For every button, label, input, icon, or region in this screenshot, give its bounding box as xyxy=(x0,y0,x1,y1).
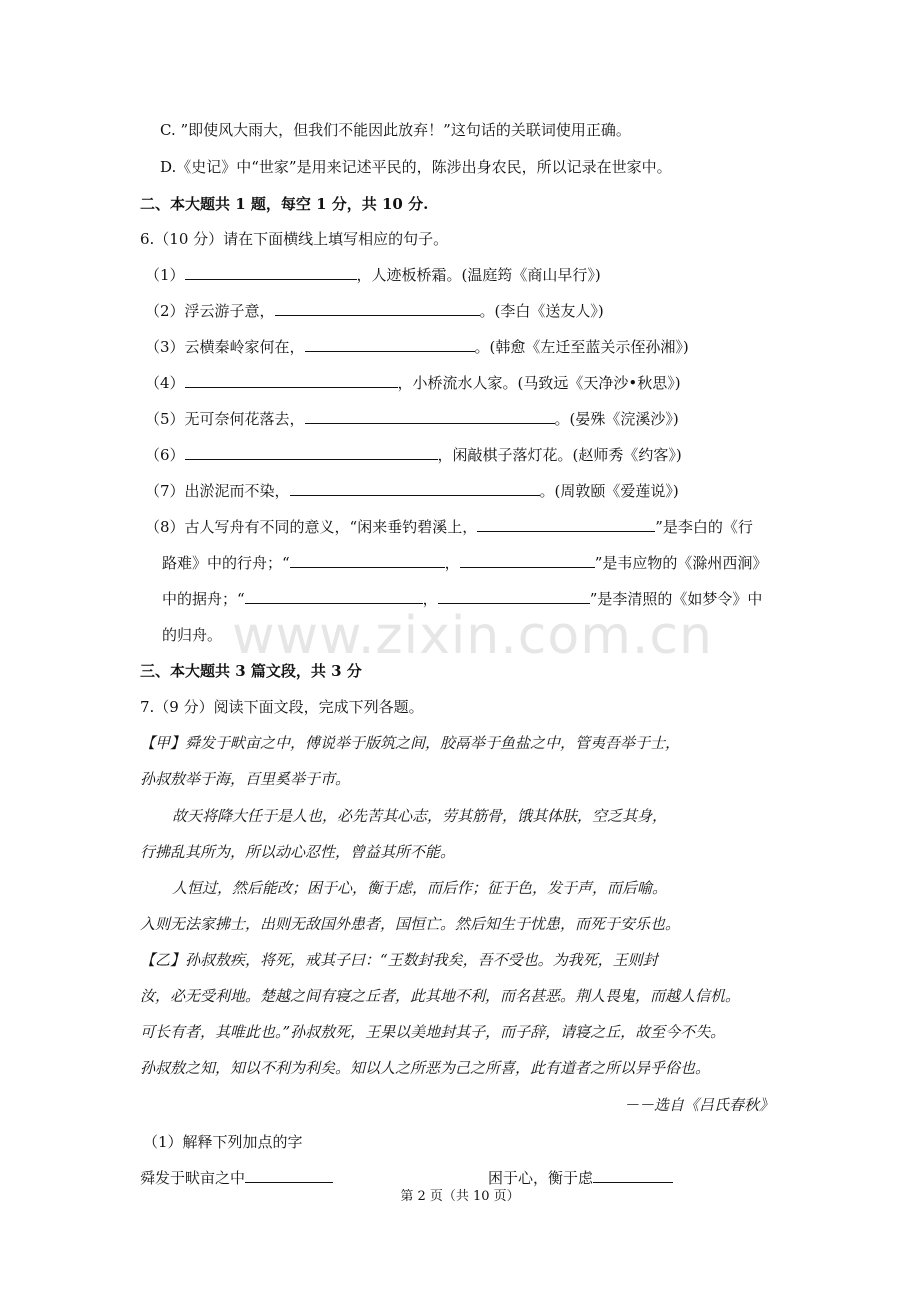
q5-option-d: D.《史记》中“世家”是用来记述平民的，陈涉出身农民，所以记录在世家中。 xyxy=(160,158,672,176)
section3-heading: 三、本大题共 3 篇文段，共 3 分 xyxy=(140,662,362,680)
item-text: ”是李清照的《如梦令》中 xyxy=(589,590,763,608)
passage-yi-line: 汝，必无受利地。楚越之间有寝之丘者，此其地不利，而名甚恶。荆人畏鬼，而越人信机。 xyxy=(140,987,741,1005)
item-suffix: ，闲敲棋子落灯花。(赵师秀《约客》) xyxy=(437,446,682,464)
q6-item-1 xyxy=(145,265,601,285)
answer-blank[interactable] xyxy=(185,445,438,460)
section2-heading: 二、本大题共 1 题，每空 1 分，共 10 分. xyxy=(140,195,429,213)
passage-jia-line: 人恒过，然后能改；困于心，衡于虑，而后作；征于色，发于声，而后喻。 xyxy=(172,879,668,897)
watermark: www.zixin.com.cn xyxy=(232,606,713,666)
item-suffix: 。(周敦颐《爱莲说》) xyxy=(539,482,679,500)
q6-item-3 xyxy=(145,337,689,357)
answer-blank[interactable] xyxy=(438,589,590,604)
item-text: ”是韦应物的《滁州西涧》 xyxy=(594,554,768,572)
q7-title: 7.（9 分）阅读下面文段，完成下列各题。 xyxy=(140,698,424,716)
q7-sub1: （1）解释下列加点的字 xyxy=(143,1133,303,1151)
passage-jia-line: 入则无法家拂士，出则无敌国外患者，国恒亡。然后知生于忧患，而死于安乐也。 xyxy=(140,915,681,933)
item-text: 中的据舟；“ xyxy=(162,590,245,608)
passage-yi-line: 可长有者，其唯此也。”孙叔敖死，王果以美地封其子，而子辞，请寝之丘，故至今不失。 xyxy=(140,1023,726,1041)
passage-jia-line: 孙叔敖举于海，百里奚举于市。 xyxy=(140,770,351,788)
q5-option-c: C. ”即使风大雨大，但我们不能因此放弃！”这句话的关联词使用正确。 xyxy=(160,121,631,139)
q7-blank-a xyxy=(140,1168,333,1188)
item-prefix: （6） xyxy=(145,446,185,464)
q6-item-8-line4: 的归舟。 xyxy=(162,626,223,644)
answer-blank[interactable] xyxy=(245,1168,333,1183)
q6-item-2 xyxy=(145,301,604,321)
answer-blank[interactable] xyxy=(185,373,398,388)
passage-jia-line: 【甲】舜发于畎亩之中，傅说举于版筑之间，胶鬲举于鱼盐之中，管夷吾举于士， xyxy=(140,734,681,752)
answer-blank[interactable] xyxy=(593,1168,673,1183)
q6-item-8-line2 xyxy=(162,553,767,573)
q6-item-6 xyxy=(145,445,682,465)
q6-item-4 xyxy=(145,373,681,393)
answer-blank[interactable] xyxy=(290,553,445,568)
item-suffix: ”是李白的《行 xyxy=(655,518,753,536)
passage-yi-line: 孙叔敖之知，知以不利为利矣。知以人之所恶为己之所喜，此有道者之所以异乎俗也。 xyxy=(140,1059,711,1077)
q6-item-5 xyxy=(145,409,679,429)
q7-blank-b xyxy=(488,1168,673,1188)
q6-item-8-line3 xyxy=(162,589,762,609)
answer-blank[interactable] xyxy=(185,265,357,280)
answer-blank[interactable] xyxy=(245,589,423,604)
answer-blank[interactable] xyxy=(275,301,480,316)
item-text: ， xyxy=(422,590,438,608)
q6-item-7 xyxy=(145,481,679,501)
item-prefix: （3）云横秦岭家何在， xyxy=(145,338,305,356)
item-text: 困于心，衡于虑 xyxy=(488,1169,594,1187)
item-text: 路难》中的行舟；“ xyxy=(162,554,290,572)
page-footer: 第 2 页（共 10 页） xyxy=(400,1189,520,1204)
passage-jia-line: 行拂乱其所为，所以动心忍性，曾益其所不能。 xyxy=(140,843,456,861)
answer-blank[interactable] xyxy=(305,409,555,424)
item-prefix: （5）无可奈何花落去， xyxy=(145,410,305,428)
item-prefix: （4） xyxy=(145,374,185,392)
passage-source: －－选自《吕氏春秋》 xyxy=(623,1096,774,1114)
item-suffix: 。(晏殊《浣溪沙》) xyxy=(554,410,679,428)
passage-jia-line: 故天将降大任于是人也，必先苦其心志，劳其筋骨，饿其体肤，空乏其身， xyxy=(172,807,668,825)
item-suffix: ，小桥流水人家。(马致远《天净沙•秋思》) xyxy=(397,374,681,392)
item-suffix: 。(李白《送友人》) xyxy=(479,302,604,320)
item-text: 舜发于畎亩之中 xyxy=(140,1169,246,1187)
answer-blank[interactable] xyxy=(460,553,595,568)
item-suffix: ，人迹板桥霜。(温庭筠《商山早行》) xyxy=(356,266,601,284)
item-suffix: 。(韩愈《左迁至蓝关示侄孙湘》) xyxy=(474,338,689,356)
passage-yi-line: 【乙】孙叔敖疾，将死，戒其子曰：“王数封我矣，吾不受也。为我死，王则封 xyxy=(140,951,658,969)
item-prefix: （8）古人写舟有不同的意义，“闲来垂钓碧溪上， xyxy=(145,518,478,536)
q6-item-8-line1 xyxy=(145,517,753,537)
answer-blank[interactable] xyxy=(477,517,655,532)
item-text: ， xyxy=(444,554,460,572)
item-prefix: （7）出淤泥而不染， xyxy=(145,482,290,500)
answer-blank[interactable] xyxy=(305,337,475,352)
q6-title: 6.（10 分）请在下面横线上填写相应的句子。 xyxy=(140,230,449,248)
item-prefix: （1） xyxy=(145,266,185,284)
answer-blank[interactable] xyxy=(290,481,540,496)
item-prefix: （2）浮云游子意， xyxy=(145,302,275,320)
